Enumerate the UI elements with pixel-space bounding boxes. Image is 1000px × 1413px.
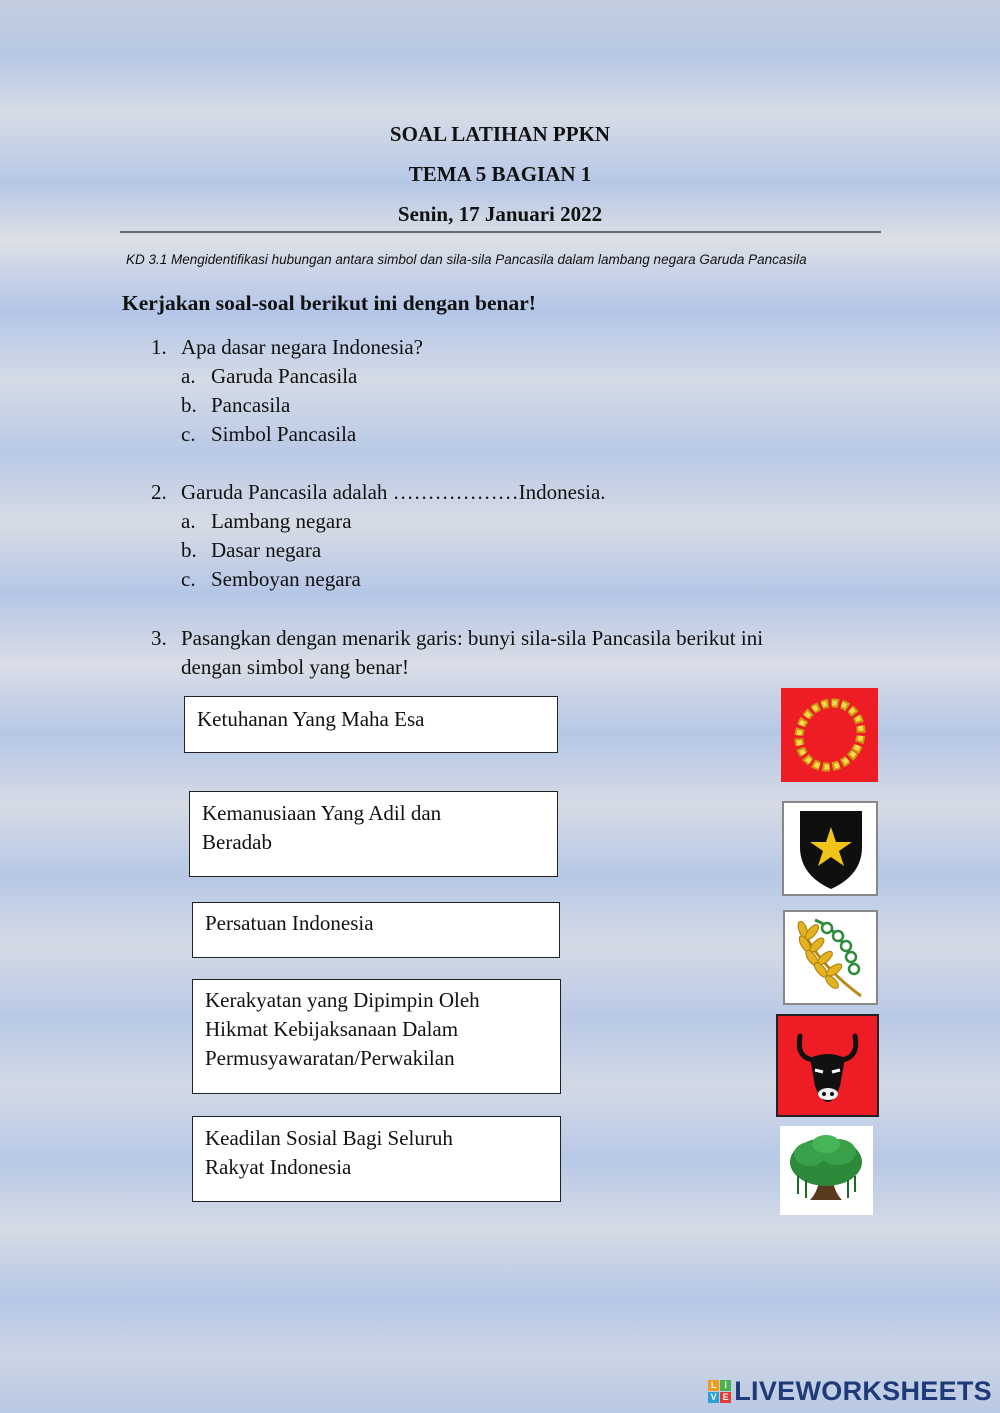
instruction: Kerjakan soal-soal berikut ini dengan benar! <box>122 291 536 315</box>
page-subtitle: TEMA 5 BAGIAN 1 <box>408 162 592 186</box>
sila-text: Permusyawaratan/Perwakilan <box>205 1046 455 1070</box>
sila-text: Kerakyatan yang Dipimpin Oleh <box>205 988 480 1012</box>
question-3 <box>151 624 167 654</box>
question-number: 1. <box>151 335 167 359</box>
question-1-text: Apa dasar negara Indonesia? <box>181 335 423 359</box>
option-2b: b. Dasar negara <box>181 538 322 562</box>
banyan-tree-icon[interactable] <box>780 1126 873 1215</box>
page-title: SOAL LATIHAN PPKN <box>389 122 611 146</box>
sila-text: Beradab <box>202 830 272 854</box>
option-1a: a. Garuda Pancasila <box>181 364 358 388</box>
sila-box-2[interactable] <box>189 791 558 877</box>
sila-text: Persatuan Indonesia <box>205 911 374 935</box>
star-shield-icon[interactable] <box>782 801 878 896</box>
option-1b: b. Pancasila <box>181 393 291 417</box>
chain-icon[interactable] <box>781 688 878 782</box>
liveworksheets-badge-icon: L I V E <box>708 1380 731 1403</box>
header-divider <box>120 231 881 233</box>
page-date: Senin, 17 Januari 2022 <box>397 202 603 226</box>
question-3-text-line1: Pasangkan dengan menarik garis: bunyi sila-sila Pancasila berikut ini <box>181 626 764 650</box>
option-1c: c. Simbol Pancasila <box>181 422 357 446</box>
question-2-text: Garuda Pancasila adalah ………………Indonesia. <box>181 480 606 504</box>
question-3-text-line2: dengan simbol yang benar! <box>181 655 410 679</box>
sila-box-1[interactable] <box>184 696 558 753</box>
question-number: 2. <box>151 480 167 504</box>
option-2a: a. Lambang negara <box>181 509 352 533</box>
question-1 <box>151 333 167 363</box>
liveworksheets-logo[interactable] <box>708 1376 992 1407</box>
sila-text: Rakyat Indonesia <box>205 1155 352 1179</box>
sila-text: Kemanusiaan Yang Adil dan <box>202 801 442 825</box>
sila-box-5[interactable] <box>192 1116 561 1202</box>
question-2 <box>151 478 167 508</box>
sila-text: Hikmat Kebijaksanaan Dalam <box>205 1017 459 1041</box>
sila-text: Ketuhanan Yang Maha Esa <box>197 707 425 731</box>
bull-head-icon[interactable] <box>776 1014 879 1117</box>
option-2c: c. Semboyan negara <box>181 567 361 591</box>
liveworksheets-text: LIVEWORKSHEETS <box>734 1376 992 1406</box>
sila-box-4[interactable] <box>192 979 561 1094</box>
rice-cotton-icon[interactable] <box>783 910 878 1005</box>
sila-text: Keadilan Sosial Bagi Seluruh <box>205 1126 453 1150</box>
sila-box-3[interactable] <box>192 902 560 958</box>
kd-statement: KD 3.1 Mengidentifikasi hubungan antara simbol dan sila-sila Pancasila dalam lambang negara Garuda Pancasila <box>126 252 807 267</box>
question-number: 3. <box>151 626 167 650</box>
